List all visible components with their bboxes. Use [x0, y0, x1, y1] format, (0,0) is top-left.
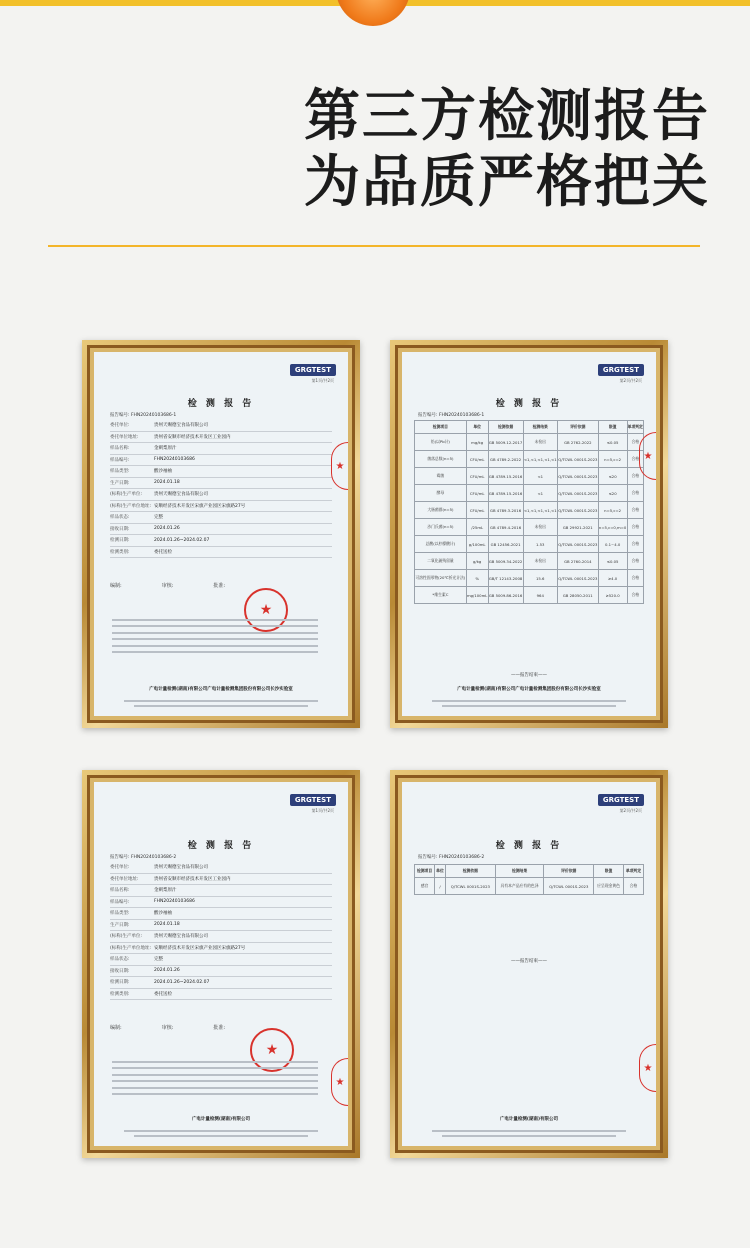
- column-header: 评价依据: [544, 865, 594, 878]
- field-row: (标称)生产单位地址: 安顺经济技术开发区宋旗产业园区宋旗路27号: [110, 943, 332, 955]
- table-cell: n=5,c=0,m=0: [598, 519, 627, 536]
- footer-address-line: [432, 700, 626, 702]
- table-cell: 合格: [627, 519, 643, 536]
- field-row: 委托单位地址: 贵州省安顺市经济技术开发区工业园内: [110, 432, 332, 444]
- headline-underline: [48, 245, 700, 247]
- table-cell: CFU/mL: [466, 485, 488, 502]
- table-cell: /: [435, 878, 446, 895]
- field-row: 样品类型: 酸沙袖袖: [110, 466, 332, 478]
- table-cell: *维生素C: [415, 587, 467, 604]
- table-cell: GB 4789.15-2016: [488, 485, 523, 502]
- lab-footer: 广电计量检测(湖南)有限公司广电计量检测集团股份有限公司长沙实验室: [149, 687, 293, 692]
- table-cell: GB 5009.12-2017: [488, 434, 523, 451]
- table-cell: ≤0.05: [598, 434, 627, 451]
- page-number: 第2页/共2页: [619, 378, 642, 383]
- table-cell: ≤0.05: [598, 553, 627, 570]
- column-header: 检测项目: [415, 865, 435, 878]
- report-fields: [110, 420, 332, 558]
- table-cell: GB 28050-2011: [557, 587, 598, 604]
- grgtest-logo: GRGTEST: [290, 364, 336, 376]
- certificate-document-2: [402, 352, 656, 716]
- lab-footer: 广电计量检测(湖南)有限公司: [191, 1117, 251, 1122]
- column-header: 单项判定: [627, 421, 643, 434]
- table-cell: Q/TCWL 0001S-2023: [557, 468, 598, 485]
- table-cell: 铅(以Pb计): [415, 434, 467, 451]
- side-seal-stamp: ★: [639, 1044, 656, 1092]
- table-cell: GB 4789.2-2022: [488, 451, 523, 468]
- table-cell: CFU/mL: [466, 451, 488, 468]
- table-row: [415, 502, 644, 519]
- table-cell: GB 4789.15-2016: [488, 468, 523, 485]
- table-cell: 应呈现金黄色: [594, 878, 624, 895]
- side-seal-stamp: ★: [331, 1058, 348, 1106]
- table-cell: Q/TCWL 0001S-2023: [557, 536, 598, 553]
- table-cell: 合格: [627, 485, 643, 502]
- column-header: 单项判定: [623, 865, 643, 878]
- column-header: 检测依据: [488, 421, 523, 434]
- table-cell: 霉菌: [415, 468, 467, 485]
- field-row: 样品名称: 金刺梨原汁: [110, 443, 332, 455]
- table-row: [415, 451, 644, 468]
- table-cell: Q/TCWL 0001S-2023: [445, 878, 495, 895]
- column-header: 检测项目: [415, 421, 467, 434]
- table-cell: GB 2762-2022: [557, 434, 598, 451]
- report-notes: [112, 1056, 318, 1100]
- table-cell: ≤20: [598, 468, 627, 485]
- side-seal-stamp: ★: [639, 432, 656, 480]
- table-cell: 二氧化硫残留量: [415, 553, 467, 570]
- field-row: 委托单位: 贵州天赐德宝食品有限公司: [110, 420, 332, 432]
- table-cell: Q/TCWL 0001S-2023: [557, 485, 598, 502]
- lab-footer: 广电计量检测(湖南)有限公司广电计量检测集团股份有限公司长沙实验室: [457, 687, 601, 692]
- table-cell: 合格: [627, 502, 643, 519]
- table-cell: ≥520.0: [598, 587, 627, 604]
- results-table: [414, 420, 644, 604]
- report-title: 检 测 报 告: [187, 841, 255, 851]
- field-row: 检测类别: 委托送检: [110, 989, 332, 1001]
- table-row: [415, 519, 644, 536]
- certificate-frame-3: [82, 770, 360, 1158]
- grgtest-logo: GRGTEST: [598, 364, 644, 376]
- field-row: 委托单位: 贵州天赐德宝食品有限公司: [110, 862, 332, 874]
- table-cell: CFU/mL: [466, 468, 488, 485]
- column-header: 评价依据: [557, 421, 598, 434]
- field-row: 样品名称: 金刺梨原汁: [110, 885, 332, 897]
- table-cell: n=5,c=2: [598, 502, 627, 519]
- field-row: 委托单位地址: 贵州省安顺市经济技术开发区工业园内: [110, 874, 332, 886]
- table-cell: 合格: [627, 553, 643, 570]
- table-cell: Q/TCWL 0001S-2023: [557, 451, 598, 468]
- field-row: 检测日期: 2024.01.26~2024.02.07: [110, 535, 332, 547]
- table-cell: 1.53: [523, 536, 557, 553]
- table-header-row: [415, 865, 644, 878]
- table-cell: Q/TCWL 0001S-2023: [544, 878, 594, 895]
- table-cell: 未检出: [523, 434, 557, 451]
- table-cell: 合格: [627, 587, 643, 604]
- report-title: 检 测 报 告: [495, 841, 563, 851]
- page-number: 第1页/共2页: [311, 808, 334, 813]
- headline-line-2: 为品质严格把关: [304, 150, 710, 215]
- table-cell: 合格: [623, 878, 643, 895]
- table-cell: <1: [523, 485, 557, 502]
- sign-label-compile: 编制:: [110, 583, 122, 589]
- field-row: 检测日期: 2024.01.26~2024.02.07: [110, 977, 332, 989]
- table-cell: 具有本产品应有的色泽: [495, 878, 543, 895]
- field-row: 样品编号: FHN20240103686: [110, 455, 332, 467]
- field-row: (标称)生产单位地址: 安顺经济技术开发区宋旗产业园区宋旗路27号: [110, 501, 332, 513]
- table-cell: 15.6: [523, 570, 557, 587]
- column-header: 检测结果: [495, 865, 543, 878]
- red-seal-stamp: ★: [250, 1028, 294, 1072]
- column-header: 限值: [594, 865, 624, 878]
- table-cell: ≥4.0: [598, 570, 627, 587]
- report-end-mark: ——报告结束——: [511, 959, 547, 964]
- table-cell: GB 2760-2014: [557, 553, 598, 570]
- field-row: (标称)生产单位: 贵州天赐德宝食品有限公司: [110, 489, 332, 501]
- table-cell: /25mL: [466, 519, 488, 536]
- headline: [304, 84, 710, 216]
- field-row: (标称)生产单位: 贵州天赐德宝食品有限公司: [110, 931, 332, 943]
- report-notes: [112, 614, 318, 658]
- table-cell: mg/100mL: [466, 587, 488, 604]
- table-cell: g/kg: [466, 553, 488, 570]
- report-fields: [110, 862, 332, 1000]
- table-cell: 未检出: [523, 519, 557, 536]
- table-cell: <1,<1,<1,<1,<1: [523, 502, 557, 519]
- field-row: 检测类别: 委托送检: [110, 547, 332, 559]
- certificate-document-4: [402, 782, 656, 1146]
- lab-footer: 广电计量检测(湖南)有限公司: [499, 1117, 559, 1122]
- report-title: 检 测 报 告: [495, 399, 563, 409]
- table-cell: GB 5009.34-2022: [488, 553, 523, 570]
- table-cell: 感官: [415, 878, 435, 895]
- column-header: 单位: [435, 865, 446, 878]
- field-row: 样品类型: 酸沙袖袖: [110, 908, 332, 920]
- table-cell: %: [466, 570, 488, 587]
- table-cell: 0.1~4.0: [598, 536, 627, 553]
- certificate-document-3: [94, 782, 348, 1146]
- report-number: 报告编号: FHN20240103686-2: [110, 855, 177, 860]
- table-cell: 合格: [627, 451, 643, 468]
- table-cell: GB 4789.3-2016: [488, 502, 523, 519]
- table-cell: 大肠菌群(n=5): [415, 502, 467, 519]
- table-cell: <1: [523, 468, 557, 485]
- field-row: 样品编号: FHN20240103686: [110, 897, 332, 909]
- table-row: [415, 878, 644, 895]
- table-cell: g/100mL: [466, 536, 488, 553]
- table-cell: 酵母: [415, 485, 467, 502]
- table-row: [415, 468, 644, 485]
- report-number: 报告编号: FHN20240103686-2: [418, 855, 485, 860]
- footer-contact-line: [442, 1135, 616, 1137]
- table-cell: 总酸(以柠檬酸计): [415, 536, 467, 553]
- footer-address-line: [124, 700, 318, 702]
- table-cell: CFU/mL: [466, 502, 488, 519]
- grgtest-logo: GRGTEST: [290, 794, 336, 806]
- footer-contact-line: [442, 705, 616, 707]
- footer-address-line: [124, 1130, 318, 1132]
- certificate-frame-1: [82, 340, 360, 728]
- table-cell: 菌落总数(n=5): [415, 451, 467, 468]
- sign-label-approve: 批准:: [213, 583, 226, 589]
- column-header: 单位: [466, 421, 488, 434]
- table-cell: 可溶性固形物(20℃折光计法): [415, 570, 467, 587]
- table-row: [415, 587, 644, 604]
- certificate-document-1: [94, 352, 348, 716]
- table-header-row: [415, 421, 644, 434]
- field-row: 样品状态: 完整: [110, 512, 332, 524]
- table-row: [415, 553, 644, 570]
- field-row: 接收日期: 2024.01.26: [110, 524, 332, 536]
- sign-label-approve: 批准:: [213, 1025, 226, 1031]
- certificate-frame-2: [390, 340, 668, 728]
- page-number: 第1页/共2页: [311, 378, 334, 383]
- column-header: 检测结果: [523, 421, 557, 434]
- results-table: [414, 864, 644, 895]
- headline-line-1: 第三方检测报告: [304, 84, 710, 149]
- footer-address-line: [432, 1130, 626, 1132]
- footer-contact-line: [134, 705, 308, 707]
- table-cell: mg/kg: [466, 434, 488, 451]
- signature-row: [110, 582, 225, 589]
- field-row: 生产日期: 2024.01.18: [110, 478, 332, 490]
- table-cell: ≤20: [598, 485, 627, 502]
- table-cell: 合格: [627, 434, 643, 451]
- table-row: [415, 536, 644, 553]
- table-row: [415, 570, 644, 587]
- table-cell: 合格: [627, 536, 643, 553]
- table-cell: 合格: [627, 468, 643, 485]
- signature-row: [110, 1024, 225, 1031]
- table-cell: <1,<1,<1,<1,<1: [523, 451, 557, 468]
- field-row: 样品状态: 完整: [110, 954, 332, 966]
- table-cell: Q/TCWL 0001S-2023: [557, 570, 598, 587]
- table-row: [415, 485, 644, 502]
- table-cell: n=5,c=2: [598, 451, 627, 468]
- certificate-frame-4: [390, 770, 668, 1158]
- column-header: 检测依据: [445, 865, 495, 878]
- table-cell: Q/TCWL 0001S-2023: [557, 502, 598, 519]
- table-cell: 未检出: [523, 553, 557, 570]
- report-end-mark: ——报告结束——: [511, 673, 547, 678]
- field-row: 接收日期: 2024.01.26: [110, 966, 332, 978]
- field-row: 生产日期: 2024.01.18: [110, 920, 332, 932]
- footer-contact-line: [134, 1135, 308, 1137]
- table-cell: GB 4789.4-2016: [488, 519, 523, 536]
- table-cell: 964: [523, 587, 557, 604]
- table-cell: GB 12456-2021: [488, 536, 523, 553]
- table-cell: 合格: [627, 570, 643, 587]
- table-cell: GB/T 12143-2008: [488, 570, 523, 587]
- table-cell: 沙门氏菌(n=5): [415, 519, 467, 536]
- sign-label-compile: 编制:: [110, 1025, 122, 1031]
- report-title: 检 测 报 告: [187, 399, 255, 409]
- table-cell: GB 29921-2021: [557, 519, 598, 536]
- red-seal-stamp: ★: [244, 588, 288, 632]
- table-cell: GB 5009.86-2016: [488, 587, 523, 604]
- grgtest-logo: GRGTEST: [598, 794, 644, 806]
- orange-fruit-image: [336, 0, 410, 26]
- side-seal-stamp: ★: [331, 442, 348, 490]
- report-number: 报告编号: FHN20240103686-1: [110, 413, 177, 418]
- page-number: 第2页/共2页: [619, 808, 642, 813]
- sign-label-review: 审核:: [161, 1025, 174, 1031]
- report-number: 报告编号: FHN20240103686-1: [418, 413, 485, 418]
- sign-label-review: 审核:: [161, 583, 174, 589]
- column-header: 限值: [598, 421, 627, 434]
- table-row: [415, 434, 644, 451]
